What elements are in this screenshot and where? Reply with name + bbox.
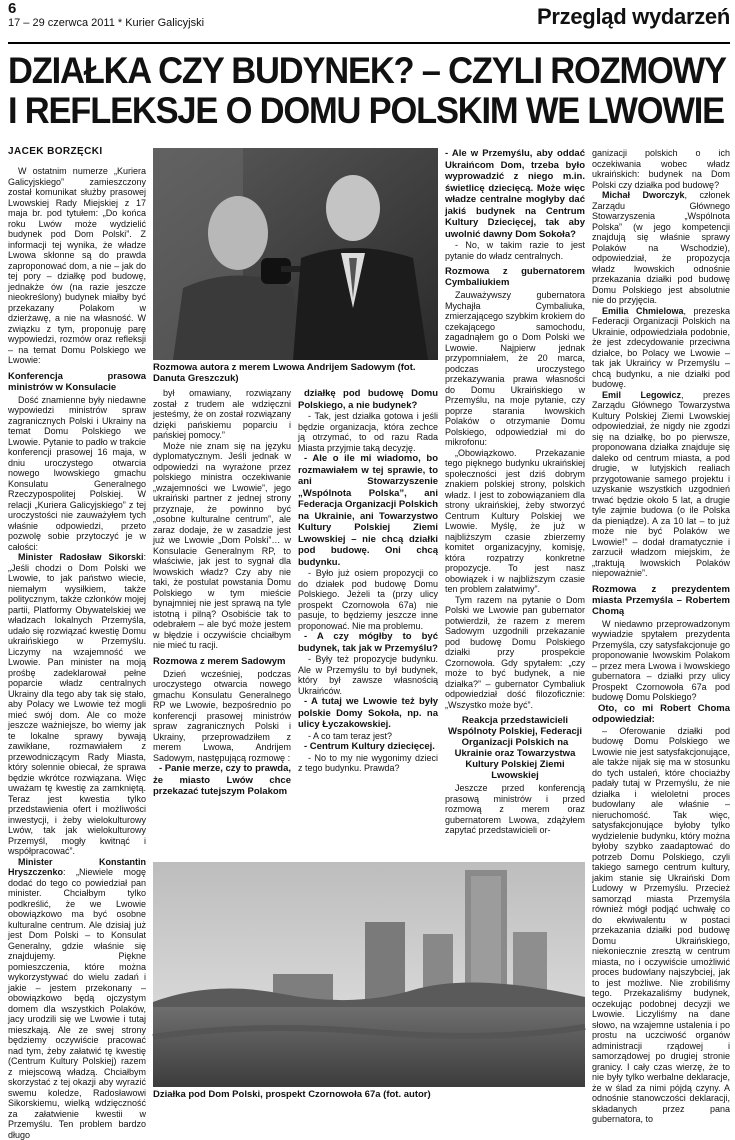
- speaker-name: Emilia Chmielowa: [602, 306, 684, 316]
- subheading-organizations-reaction: Reakcja przedstawicieli Wspólnoty Polskiej, Federacji Organizacji Polskich na Ukrainie oraz Towarzystwa Kultury Polskiej Ziemi Lwowskiej: [445, 715, 585, 781]
- page-number: 6: [8, 0, 16, 17]
- interview-answer: - Było już osiem propozycji co do działek pod budowę Domu Polskiego. Jeżeli ta (przy ulicy prospekt Czornowoła 67a) nie pasuje, to będziemy jeszcze inne proponować. Nie ma problemu.: [298, 568, 438, 631]
- article-headline: [8, 50, 672, 130]
- subheading-president-interview: Rozmowa z prezydentem miasta Przemyśla – Robertem Chomą: [592, 584, 730, 617]
- quote-text: : „Niewiele mogę dodać do tego co powiedział pan minister. Chciałbym tylko podkreślić, że we Lwowie obowiązkowo ma być osobne kulturalne centrum. Ale dzisiaj już jest Dom Polski – to Konsulat Generalny, gdzie właśnie się znajdujemy. Piękne pomieszczenia, które można wykorzystywać do wielu zadań i jakie – jestem przekonany – obowiązkowo będą ojczystym domem dla wszystkich Polaków, jacy urodzili się we Lwowie i tutaj mieszkają. Ale ze swej strony będziemy oczywiście pracować nad tym, żeby załatwić tę kwestię (Centrum Kultury Polskiej) razem z miejscową władzą. Chciałbym skorzystać z tej okazji aby wyrazić swemu koledze, Radosławowi Sikorskiemu, wielką wdzięczność za załatwienie kwestii w Przemyślu. Ten problem bardzo długo: [8, 867, 146, 1140]
- interview-question: - Centrum Kultury dziecięcej.: [298, 741, 438, 753]
- photo-caption-plot: Działka pod Dom Polski, prospekt Czornowoła 67a (fot. autor): [153, 1089, 585, 1100]
- paragraph: Jeszcze przed konferencją prasową ministrów i przed rozmową z merem oraz gubernatorem Lwowa, zdążyłem zapytać przedstawicieli or-: [445, 783, 585, 836]
- paragraph-dworczyk: [592, 190, 730, 306]
- paragraph-hryszczenko: [8, 857, 146, 1140]
- interview-answer: - A co tam teraz jest?: [298, 731, 438, 742]
- paragraph-chmielowa: [592, 306, 730, 390]
- interview-answer: - No to my nie wygonimy dzieci z tego budynku. Prawda?: [298, 753, 438, 774]
- subheading-mayor-interview: Rozmowa z merem Sadowym: [153, 656, 291, 667]
- article-column-5: [592, 148, 730, 1103]
- article-column-1: [8, 166, 146, 1103]
- interview-answer: - Tak, jest działka gotowa i jeśli będzie organizacja, która zechce ją otrzymać, to od razu Rada Miasta przyjmie taką decyzję.: [298, 411, 438, 453]
- photo-plot-of-land: [153, 862, 585, 1087]
- subheading-press-conference: Konferencja prasowa ministrów w Konsulacie: [8, 371, 146, 393]
- intro-paragraph: W ostatnim numerze „Kuriera Galicyjskiego” zamieszczony został komunikat służby prasowej Lwowskiej Rady Miejskiej z 17 maja br. pod tytułem: „Do końca roku Lwów może wydzielić budynek pod Dom Polski”. Z informacji tej wynika, że władze Lwowa skłonne są do prawda zaproponować dom, a nie – jak do tej pory – działkę pod budowę, jednakże ów (na razie jeszcze nieokreślony) budynek miałby być przekazany Polakom w dzierżawę, a nie na własność. W związku z tym, proponuję parę wypowiedzi, rozmów oraz refleksji – na temat Domu Polskiego we Lwowie:: [8, 166, 146, 366]
- article-author: JACEK BORZĘCKI: [8, 146, 103, 157]
- speaker-name: Minister Radosław Sikorski: [18, 552, 143, 562]
- interview-question: - A tutaj we Lwowie też były polskie Domy Sokoła, np. na ulicy Łyczakowskiej.: [298, 696, 438, 731]
- paragraph: był omawiany, rozwiązany został z trudem ale wdzięczni jesteśmy, że on został rozwiązany dzięki pańskiemu poparciu i pańskiej pomocy.”: [153, 388, 291, 441]
- article-column-2: [153, 388, 291, 858]
- headline-line-2: I REFLEKSJE O DOMU POLSKIM WE LWOWIE: [8, 90, 672, 130]
- quote-text: : „Jeśli chodzi o Dom Polski we Lwowie, to jak państwo wiecie, niemałym wysiłkiem, także politycznym, także członków mojej partii, Platformy Obywatelskiej we władzach lokalnych Przemyśla, udało się rozwiązać kwestię Domu ukraińskiego w Przemyślu. Liczymy na wzajemność we Lwowie. Pan minister na moją prośbę zadeklarował pełne poparcie władz centralnych Ukrainy dla tego aby tak się stało, aby Polacy we Lwowie też mogli mieć swój dom. Ale co może jeszcze ważniejsze, bo wiemy jak te lokalne sprawy bywają zawikłane, rozmawiałem z przewodniczącym Rady Miasta, który solennie obiecał, że sprawa będzie wkrótce rozwiązana. Więc uważam tę kwestię za zamkniętą. Teraz jest kwestia tylko przedstawienia ofert i możliwości inwestycji, i żeby wielokulturowy Lwów, tak jak wielokulturowy Przemyśl, mogły kwitnąć i współpracować”.: [8, 552, 146, 856]
- speaker-name: Emil Legowicz: [602, 390, 681, 400]
- interview-photo-image: [153, 148, 438, 360]
- interview-question: - A czy mógłby to być budynek, tak jak w Przemyślu?: [298, 631, 438, 654]
- subheading-governor-interview: Rozmowa z gubernatorem Cymbaliukiem: [445, 266, 585, 288]
- headline-line-1: DZIAŁKA CZY BUDYNEK? – CZYLI ROZMOWY: [8, 50, 672, 90]
- interview-answer: - Były też propozycje budynku. Ale w Przemyślu to był budynek, który był zawsze własnością Ukraińców.: [298, 654, 438, 696]
- paragraph: „Obowiązkowo. Przekazanie tego pięknego budynku ukraińskiej społeczności jest dziś dobrym znakiem polskiej strony, polskich władz. I jest to zobowiązaniem dla strony ukraińskiej, żeby stworzyć Centrum Kultury Polskiej we Lwowie. Myślę, że już w najbliższym czasie zbierzemy komitet organizacyjny, komisję, która rozpatrzy konkretne propozycje. To jest nasz obowiązek i w najbliższym czasie ten problem załatwimy”.: [445, 448, 585, 595]
- interview-question: - Ale w Przemyślu, aby oddać Ukraińcom Dom, trzeba było wyprowadzić z niego m.in. świetlicę dziecięcą. Może więc władze centralne mogłyby dać jakiś budynek na Centrum Kultury Dziecięcej, tak aby uwolnić dawny Dom Sokoła?: [445, 148, 585, 240]
- photo-interview-with-mayor: [153, 148, 438, 360]
- paragraph: Może nie znam się na języku dyplomatycznym. Jeśli jednak w odpowiedzi na wyrażone przez polskiego ministra oczekiwanie „wzajemności we Lwowie”, jego ukraiński partner z jednej strony przyznaje, że powinno być „osobne kulturalne centrum”, ale zaraz dodaje, że w zasadzie jest już we Lwowie „Dom Polski”… w Konsulacie Generalnym RP, to właściwie, jak jest to sygnał dla lwowskich władz? Czy aby nie taki, że postulat powstania Domu Polskiego w tym mieście bynajmniej nie jest sprawą na tyle istotną i pilną? Osobiście tak to odebrałem – ale być może jestem w błędzie i oczywiście chciałbym nie mieć tu racji.: [153, 441, 291, 651]
- paragraph: ganizacji polskich o ich oczekiwania wobec władz ukraińskich: budynek na Dom Polski czy działka pod budowę?: [592, 148, 730, 190]
- plot-photo-image: [153, 862, 585, 1087]
- paragraph: – Oferowanie działki pod budowę Domu Polskiego we Lwowie nie jest satysfakcjonujące, ale także nijak się ma w stosunku do tych ustaleń, które chociażby padały tutaj w Przemyślu, że nie działka i wieloletni proces budowlany ale właśnie – nieruchomość. Tak więc, satysfakcjonujące byłoby tylko wydzielenie budynku, który można byłoby szybko zaadaptować do potrzeb Domu Polskiego, czyli takiego samego centrum kultury, jakim stanie się Ukraiński Dom Ludowy w Przemyślu. Przecież samorząd miasta Przemyśla również mógł podjąć uchwałę co do ekwiwalentu w postaci przekazania działki pod budowę Domu Ukraińskiego, niekoniecznie zresztą w centrum miasta, no i oczywiście umożliwić proces budowlany najszybciej, jak to jest możliwe. Nie zrobiliśmy tego. Przekazaliśmy budynek, oczekując podobnej decyzji we Lwowie. Liczyliśmy na dane słowo, na wzajemne ustalenia i po prostu na uczciwość organów administracji rządowej i samorządowej po drugiej stronie granicy. I cały czas wierzę, że to nie były tylko werbalne deklaracje, że w ślad za nimi pójdą czyny. A odnośnie stanowczości deklaracji, składanych przez pana gubernatora, to: [592, 726, 730, 1125]
- paragraph: Dość znamienne były niedawne wypowiedzi ministrów spraw zagranicznych Polski i Ukrainy na temat Domu Polskiego we Lwowie. Pytanie to padło w trakcie konferencji prasowej 16 maja, w dniu uroczystego otwarcia nowego lwowskiego gmachu Konsulatu Generalnego Rzeczypospolitej Polskiej. W relacji „Kuriera Galicyjskiego” z tej uroczystości nie zauważyłem tych właśnie odpowiedzi, przeto pozwolę sobie przytoczyć je w całości:: [8, 395, 146, 553]
- issue-date-line: 17 – 29 czerwca 2011 * Kurier Galicyjski: [8, 17, 204, 29]
- article-column-4: [445, 148, 585, 858]
- paragraph: Tym razem na pytanie o Dom Polski we Lwowie pan gubernator potwierdził, że razem z merem Sadowym uzgodnili przekazanie pod budowę Domu Polskiego działki przy prospekcie Czornowoła. Gdy spytałem: „czy może to być budynek, a nie działka?” – gubernator Cymbaliuk odpowiedział dość filozoficznie: „Wszystko może być”.: [445, 595, 585, 711]
- statement-text: , członek Zarządu Głównego Stowarzyszenia „Wspólnota Polska” (w jego kompetencji znajdują się właśnie sprawy Polaków na Wschodzie), odpowiedział, że propozycja władz lwowskich odnośnie przekazania działki pod budowę Domu Polskiego jest absolutnie nie do przyjęcia.: [592, 190, 730, 305]
- interview-question: - Panie merze, czy to prawda, że miasto Lwów chce przekazać tutejszym Polakom: [153, 763, 291, 798]
- paragraph: Dzień wcześniej, podczas uroczystego otwarcia nowego gmachu Konsulatu Generalnego RP we Lwowie, bezpośrednio po konferencji prasowej ministrów spraw zagranicznych Polski i Ukrainy, przeprowadziłem z merem Lwowa, Andrijem Sadowym, następującą rozmowę :: [153, 669, 291, 764]
- interview-question: - Ale o ile mi wiadomo, bo rozmawiałem w tej sprawie, to ani Stowarzyszenie „Wspólnota Polska”, ani Federacja Organizacji Polskich na Ukrainie, ani Towarzystwo Kultury Polskiej Ziemi Lwowskiej – nie chcą działki pod budowę. Oni chcą budynku.: [298, 453, 438, 568]
- paragraph-legowicz: [592, 390, 730, 579]
- statement-text: , prezes Zarządu Głównego Towarzystwa Kultury Polskiej Ziemi Lwowskiej odpowiedział, że nigdy nie zgodzi się na działkę, bo po pierwsze, proponowana działka znajduje się daleko od centrum miasta, a pod drugie, w lutyjskich realiach przygotowanie samego projektu i uzyskanie wszystkich uzgodnień trwać będzie około 5 lat, a drugie tyle zajmie budowa (o ile Polska da pieniądze). A za 10 lat – to już może nie być Polaków we Lwowie!” – dodał dramatycznie i zarzucił władzom miejskim, że „traktują lwowskich Polaków niepoważnie”.: [592, 390, 730, 579]
- statement-text: , prezeska Federacji Organizacji Polskich na Ukrainie, odpowiedziała podobnie, że jest zdecydowanie przeciwna działce, bo Polacy we Lwowie – tak jak Ukraińcy w Przemyślu – chcą budynku, a nie działki pod budowę.: [592, 306, 730, 390]
- interview-question: działkę pod budowę Domu Polskiego, a nie budynek?: [298, 388, 438, 411]
- photo-caption-interview: Rozmowa autora z merem Lwowa Andrijem Sadowym (fot. Danuta Greszczuk): [153, 362, 438, 384]
- paragraph-sikorski: [8, 552, 146, 857]
- interview-lead: Oto, co mi Robert Choma odpowiedział:: [592, 703, 730, 726]
- section-title: Przegląd wydarzeń: [537, 4, 730, 30]
- speaker-name: Minister Konstantin Hryszczenko: [8, 857, 146, 878]
- interview-answer: - No, w takim razie to jest pytanie do władz centralnych.: [445, 240, 585, 261]
- article-column-3: [298, 388, 438, 858]
- speaker-name: Michał Dworczyk: [602, 190, 685, 200]
- paragraph: Zauważywszy gubernatora Mychajła Cymbaliuka, zmierzającego szybkim krokiem do czekającego samochodu, zagadnąłem go o Dom Polski we Lwowie. Najpierw jednak przypomniałem, że 20 marca, podczas uroczystego przekazywania prawa własności do Domu Ukraińskiego w Przemyślu, na moje pytanie, czy poprze starania lwowskich Polaków o otrzymanie Domu Polskiego, odpowiedział mi do mikrofonu:: [445, 290, 585, 448]
- page-header: [8, 0, 730, 44]
- paragraph: W niedawno przeprowadzonym wywiadzie spytałem prezydenta Przemyśla, czy satysfakcjonuje go proponowanie lwowskim Polakom – przez mera Lwowa i lwowskiego gubernatora – działki przy ulicy Prospekt Czornowoła 67a pod budowę Domu Polskiego?: [592, 619, 730, 703]
